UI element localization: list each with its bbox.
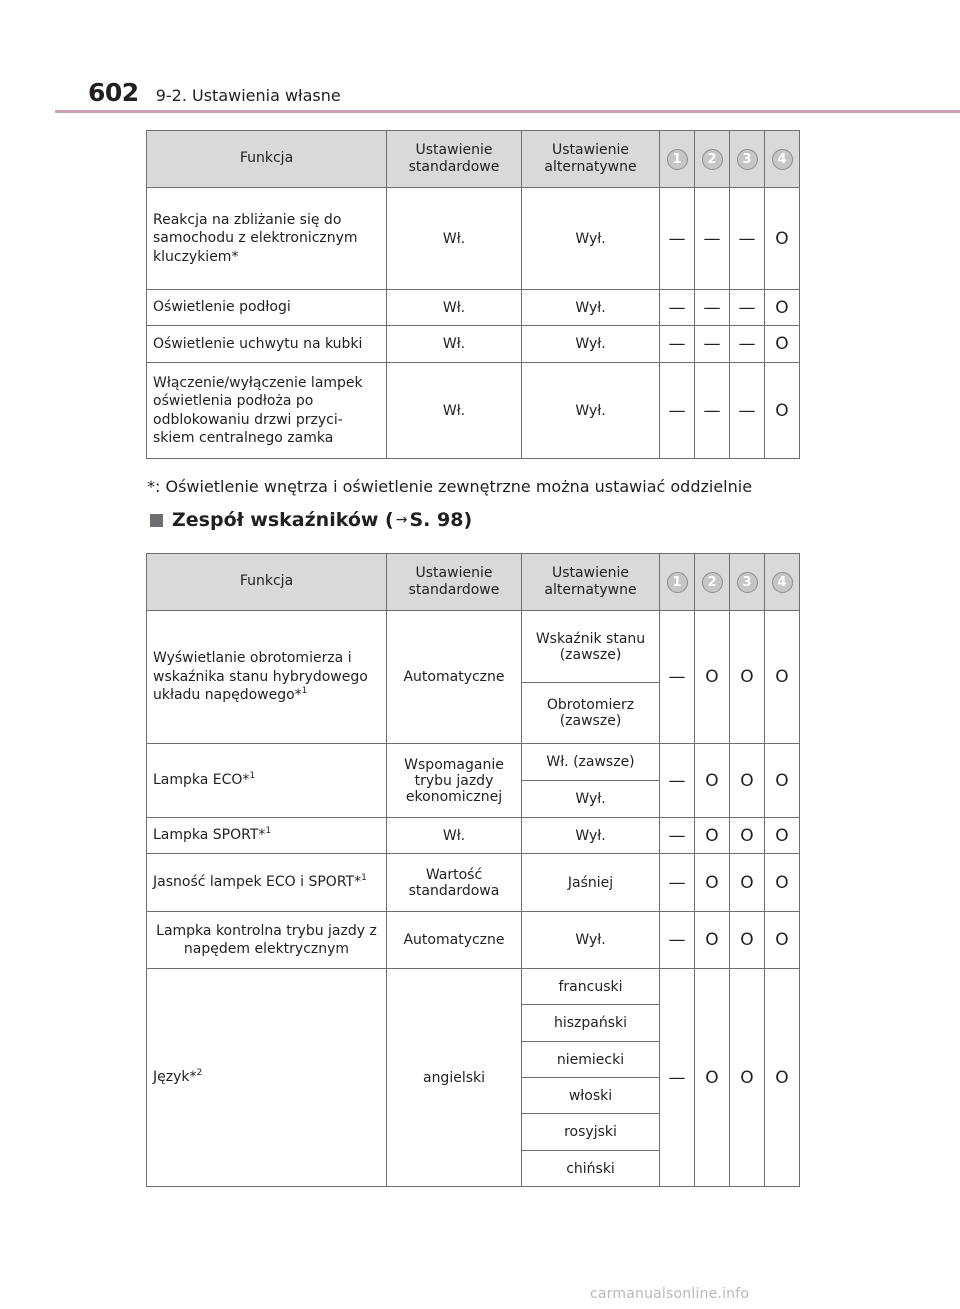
table-header-row bbox=[147, 554, 800, 611]
table-row bbox=[147, 854, 800, 912]
number-1-icon: 1 bbox=[667, 572, 688, 593]
standard-cell: Wartość standardowa bbox=[387, 854, 522, 912]
standard-cell: Wł. bbox=[387, 363, 522, 459]
section-title: 9-2. Ustawienia własne bbox=[155, 86, 341, 105]
function-cell: Oświetlenie uchwytu na kubki bbox=[147, 326, 387, 363]
mark-cell: — bbox=[660, 744, 695, 818]
table-row bbox=[147, 188, 800, 290]
standard-cell: Wł. bbox=[387, 326, 522, 363]
subheading-ref: S. 98) bbox=[409, 509, 473, 531]
mark-cell: — bbox=[695, 290, 730, 326]
alternative-cell: Jaśniej bbox=[522, 854, 660, 912]
function-cell: Oświetlenie podłogi bbox=[147, 290, 387, 326]
mark-cell: O bbox=[765, 290, 800, 326]
function-cell: Wyświetlanie obrotomierza i wskaźnika stanu hybrydowego układu napędowego*$^1$ bbox=[147, 611, 387, 744]
table-row bbox=[147, 363, 800, 459]
page-header bbox=[88, 78, 341, 107]
mark-cell: — bbox=[660, 969, 695, 1187]
mark-cell: O bbox=[730, 912, 765, 969]
function-cell: Włączenie/wyłączenie lampek oświetlenia podłoża po odblokowaniu drzwi przyci-skiem centralnego zamka bbox=[147, 363, 387, 459]
header-col-2 bbox=[695, 131, 730, 188]
number-2-icon: 2 bbox=[702, 149, 723, 170]
mark-cell: O bbox=[730, 854, 765, 912]
mark-cell: O bbox=[695, 744, 730, 818]
standard-cell: Automatyczne bbox=[387, 611, 522, 744]
subheading-text: Zespół wskaźników ( bbox=[172, 509, 394, 531]
header-rule bbox=[55, 110, 960, 113]
mark-cell: O bbox=[765, 969, 800, 1187]
arrow-right-icon: → bbox=[395, 512, 408, 528]
header-col-1 bbox=[660, 131, 695, 188]
function-cell: Reakcja na zbliżanie się do samochodu z elektronicznym kluczykiem* bbox=[147, 188, 387, 290]
alternative-cell: rosyjski bbox=[522, 1114, 660, 1151]
settings-table-instrument-cluster bbox=[146, 553, 800, 1187]
number-4-icon: 4 bbox=[772, 572, 793, 593]
watermark: carmanualsonline.info bbox=[590, 1286, 750, 1302]
mark-cell: — bbox=[660, 818, 695, 854]
number-2-icon: 2 bbox=[702, 572, 723, 593]
table-row bbox=[147, 611, 800, 683]
subheading bbox=[150, 509, 472, 531]
mark-cell: — bbox=[660, 326, 695, 363]
alternative-cell: Wskaźnik stanu (zawsze) bbox=[522, 611, 660, 683]
alternative-cell: Wył. bbox=[522, 290, 660, 326]
mark-cell: — bbox=[695, 188, 730, 290]
mark-cell: O bbox=[695, 818, 730, 854]
header-alternative: Ustawienie alternatywne bbox=[522, 554, 660, 611]
table-row bbox=[147, 969, 800, 1005]
mark-cell: O bbox=[765, 818, 800, 854]
header-standard: Ustawienie standardowe bbox=[387, 131, 522, 188]
alternative-cell: Wł. (zawsze) bbox=[522, 744, 660, 781]
header-alternative: Ustawienie alternatywne bbox=[522, 131, 660, 188]
header-col-3 bbox=[730, 554, 765, 611]
table-row bbox=[147, 818, 800, 854]
header-col-2 bbox=[695, 554, 730, 611]
mark-cell: O bbox=[765, 611, 800, 744]
table-row bbox=[147, 744, 800, 781]
alternative-cell: Wył. bbox=[522, 818, 660, 854]
header-function: Funkcja bbox=[147, 554, 387, 611]
alternative-cell: Wył. bbox=[522, 326, 660, 363]
mark-cell: O bbox=[765, 744, 800, 818]
alternative-cell: francuski bbox=[522, 969, 660, 1005]
mark-cell: — bbox=[695, 363, 730, 459]
alternative-cell: Wył. bbox=[522, 912, 660, 969]
number-3-icon: 3 bbox=[737, 572, 758, 593]
mark-cell: — bbox=[660, 363, 695, 459]
standard-cell: Automatyczne bbox=[387, 912, 522, 969]
alternative-cell: chiński bbox=[522, 1151, 660, 1187]
standard-cell: Wspomaganie trybu jazdy ekonomicznej bbox=[387, 744, 522, 818]
standard-cell: Wł. bbox=[387, 188, 522, 290]
header-function: Funkcja bbox=[147, 131, 387, 188]
mark-cell: O bbox=[695, 912, 730, 969]
table-row bbox=[147, 326, 800, 363]
header-col-4 bbox=[765, 554, 800, 611]
mark-cell: O bbox=[695, 611, 730, 744]
function-cell: Lampka SPORT*$^1$ bbox=[147, 818, 387, 854]
mark-cell: — bbox=[730, 326, 765, 363]
standard-cell: Wł. bbox=[387, 818, 522, 854]
mark-cell: — bbox=[660, 854, 695, 912]
number-4-icon: 4 bbox=[772, 149, 793, 170]
function-cell: Język*$^2$ bbox=[147, 969, 387, 1187]
mark-cell: — bbox=[660, 611, 695, 744]
settings-table-lighting bbox=[146, 130, 800, 459]
header-col-4 bbox=[765, 131, 800, 188]
number-3-icon: 3 bbox=[737, 149, 758, 170]
mark-cell: O bbox=[765, 854, 800, 912]
table-header-row bbox=[147, 131, 800, 188]
function-cell: Lampka kontrolna trybu jazdy z napędem elektrycznym bbox=[147, 912, 387, 969]
table-row bbox=[147, 290, 800, 326]
footnote: *: Oświetlenie wnętrza i oświetlenie zewnętrzne można ustawiać oddzielnie bbox=[147, 477, 753, 496]
mark-cell: O bbox=[730, 818, 765, 854]
standard-cell: angielski bbox=[387, 969, 522, 1187]
header-col-3 bbox=[730, 131, 765, 188]
mark-cell: O bbox=[695, 854, 730, 912]
square-bullet-icon bbox=[150, 514, 163, 527]
alternative-cell: Obrotomierz (zawsze) bbox=[522, 683, 660, 744]
mark-cell: O bbox=[730, 969, 765, 1187]
page-number: 602 bbox=[88, 78, 139, 107]
function-cell: Jasność lampek ECO i SPORT*$^1$ bbox=[147, 854, 387, 912]
mark-cell: O bbox=[730, 744, 765, 818]
mark-cell: O bbox=[730, 611, 765, 744]
mark-cell: — bbox=[730, 188, 765, 290]
mark-cell: — bbox=[660, 290, 695, 326]
alternative-cell: niemiecki bbox=[522, 1042, 660, 1078]
alternative-cell: Wył. bbox=[522, 188, 660, 290]
standard-cell: Wł. bbox=[387, 290, 522, 326]
mark-cell: O bbox=[765, 326, 800, 363]
alternative-cell: Wył. bbox=[522, 363, 660, 459]
mark-cell: O bbox=[695, 969, 730, 1187]
header-col-1 bbox=[660, 554, 695, 611]
mark-cell: — bbox=[660, 188, 695, 290]
mark-cell: — bbox=[730, 290, 765, 326]
alternative-cell: włoski bbox=[522, 1078, 660, 1114]
mark-cell: — bbox=[660, 912, 695, 969]
mark-cell: — bbox=[695, 326, 730, 363]
mark-cell: — bbox=[730, 363, 765, 459]
alternative-cell: hiszpański bbox=[522, 1005, 660, 1042]
mark-cell: O bbox=[765, 912, 800, 969]
mark-cell: O bbox=[765, 363, 800, 459]
number-1-icon: 1 bbox=[667, 149, 688, 170]
alternative-cell: Wył. bbox=[522, 781, 660, 818]
mark-cell: O bbox=[765, 188, 800, 290]
function-cell: Lampka ECO*$^1$ bbox=[147, 744, 387, 818]
table-row bbox=[147, 912, 800, 969]
header-standard: Ustawienie standardowe bbox=[387, 554, 522, 611]
